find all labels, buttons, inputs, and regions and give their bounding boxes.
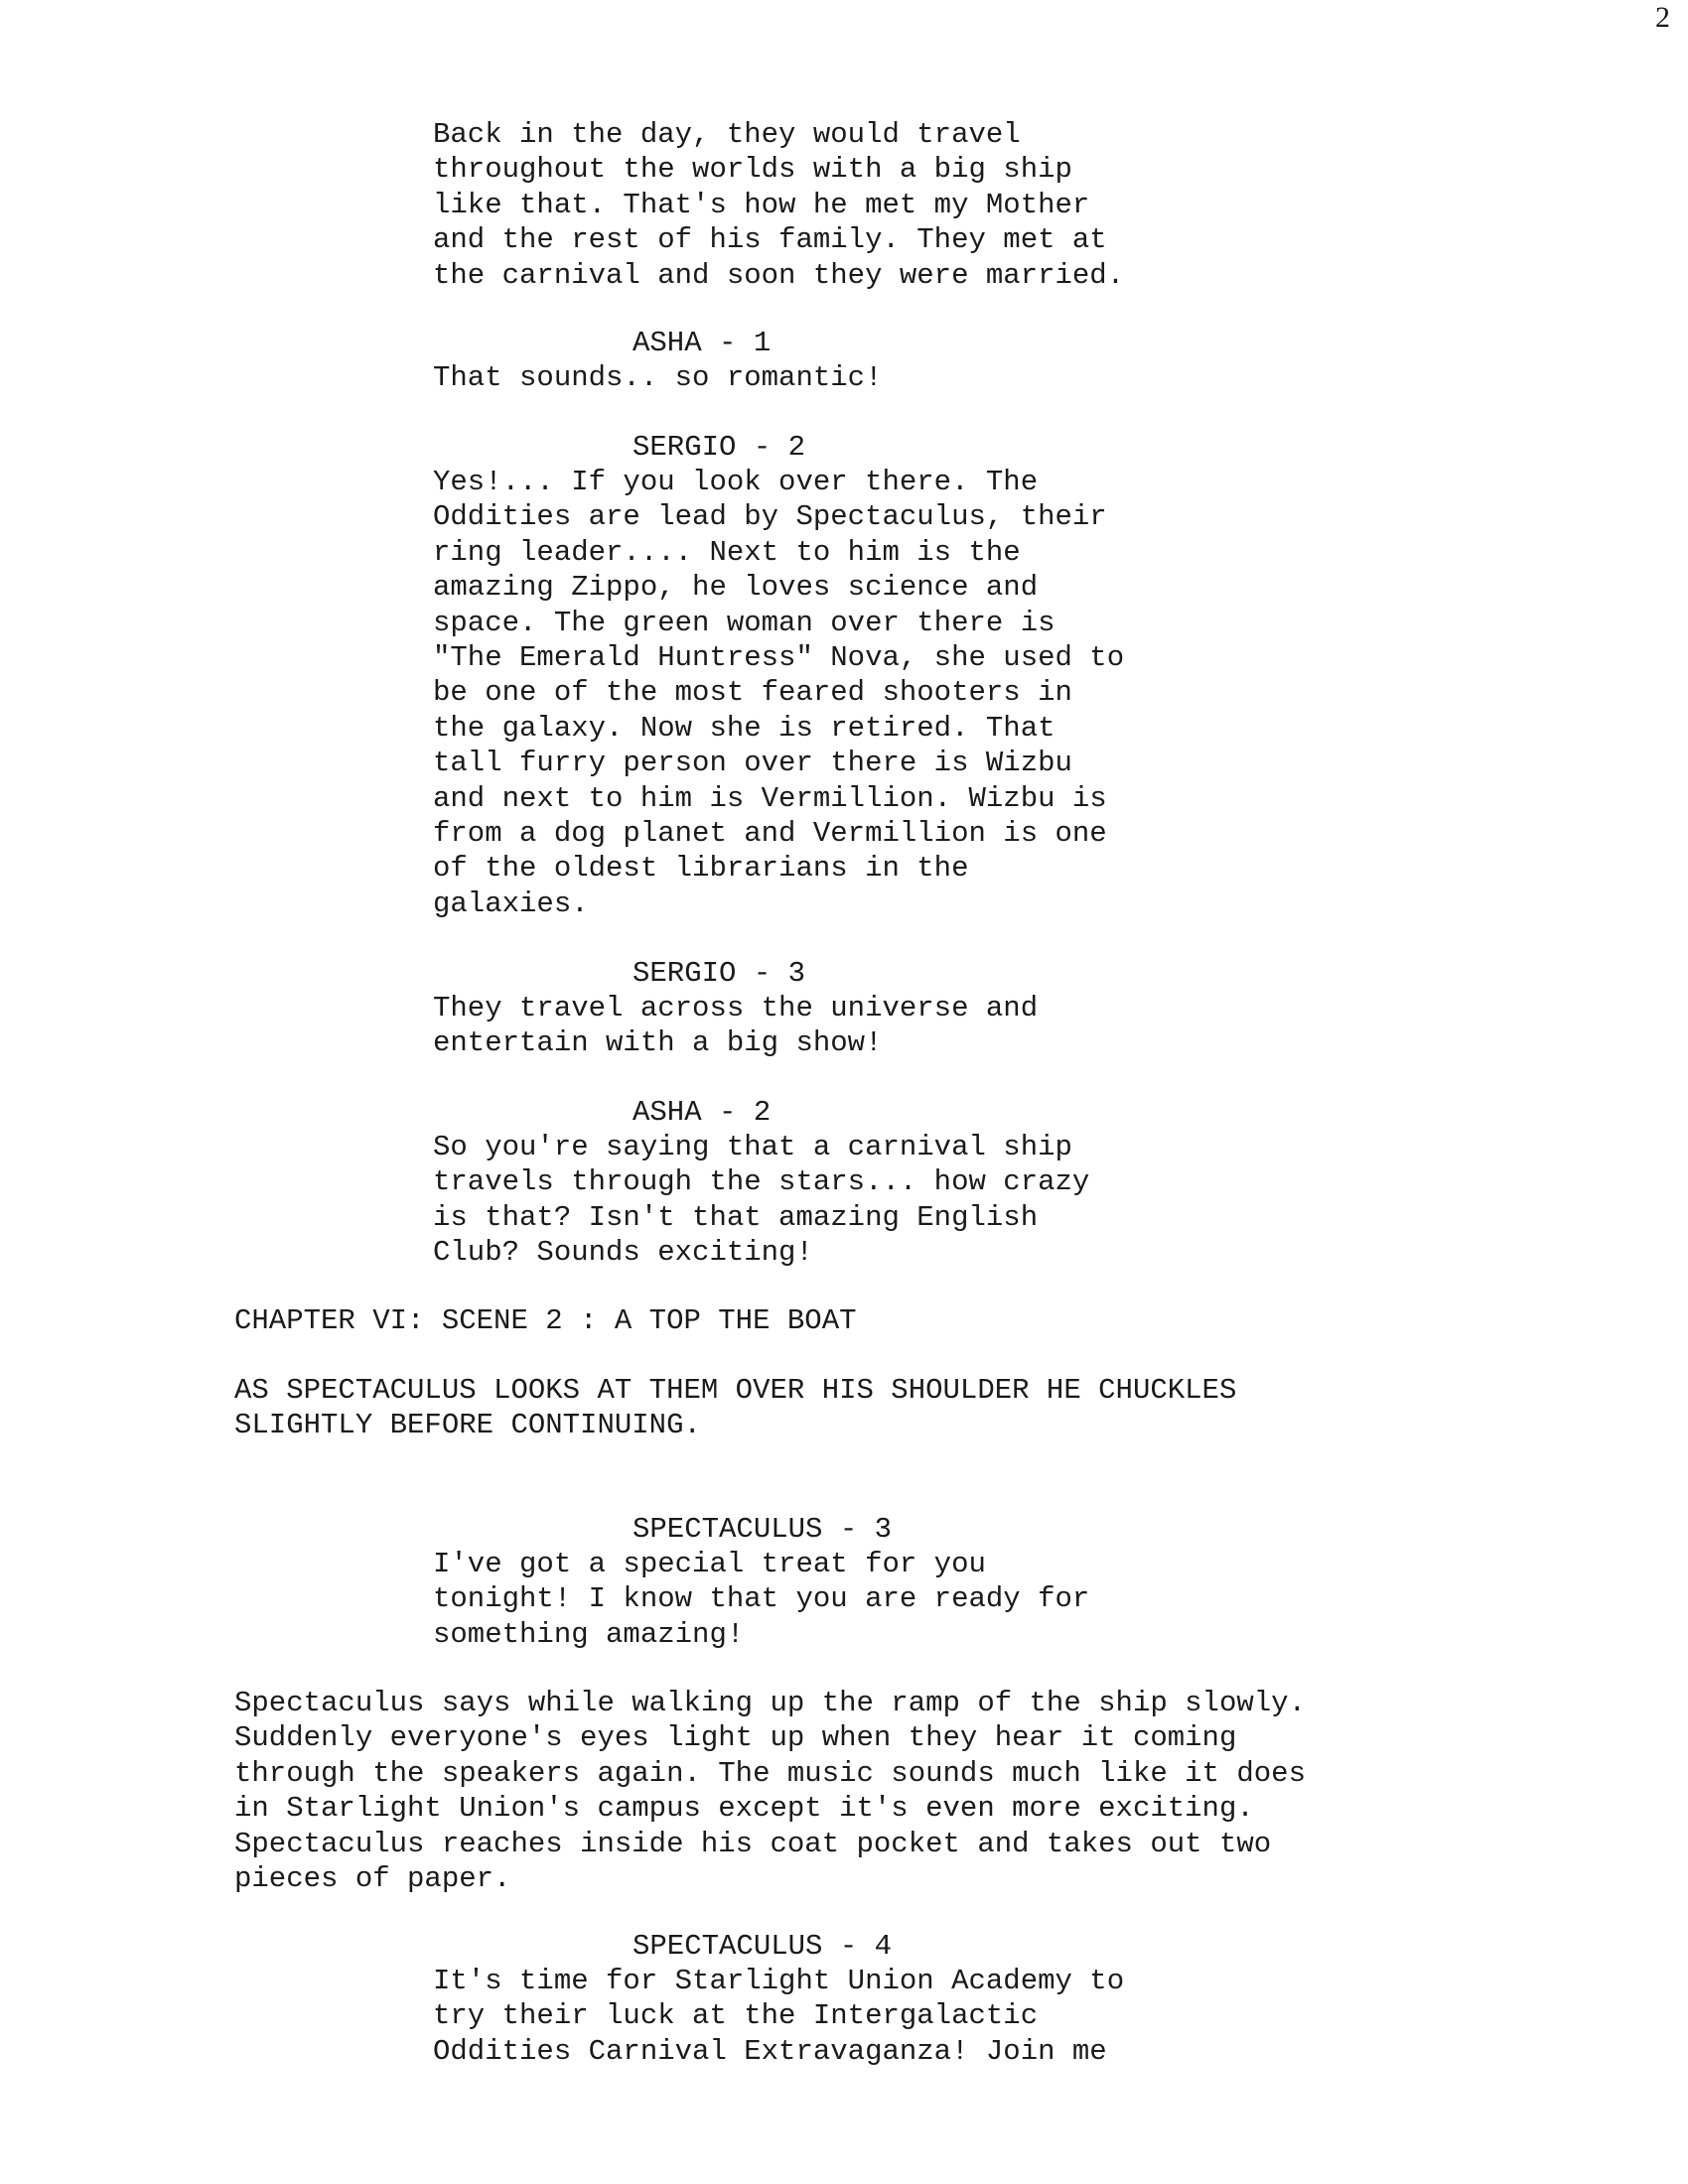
dialogue-asha-2: So you're saying that a carnival ship travels through the stars... how crazy is that? Isn't that amazing English Club? Sounds exciting! <box>433 1131 1090 1270</box>
page-number: 2 <box>1655 1 1670 34</box>
dialogue-sergio-3: They travel across the universe and entertain with a big show! <box>433 992 1039 1060</box>
scene-heading: CHAPTER VI: SCENE 2 : A TOP THE BOAT <box>234 1304 857 1337</box>
dialogue-spectaculus-3: I've got a special treat for you tonight! I know that you are ready for something amazing! <box>433 1548 1090 1651</box>
dialogue-sergio-1: Back in the day, they would travel throughout the worlds with a big ship like that. That's how he met my Mother and the rest of his family. They met at the carnival and soon they were married. <box>433 118 1125 292</box>
character-cue-sergio-2: SERGIO - 2 <box>633 431 806 464</box>
dialogue-asha-1: That sounds.. so romantic! <box>433 361 883 394</box>
dialogue-spectaculus-4: It's time for Starlight Union Academy to try their luck at the Intergalactic Oddities Carnival Extravaganza! Join me <box>433 1965 1125 2068</box>
action-description-1: AS SPECTACULUS LOOKS AT THEM OVER HIS SHOULDER HE CHUCKLES SLIGHTLY BEFORE CONTINUING. <box>234 1374 1237 1442</box>
character-cue-spectaculus-4: SPECTACULUS - 4 <box>633 1930 893 1963</box>
dialogue-sergio-2: Yes!... If you look over there. The Oddities are lead by Spectaculus, their ring leader.... Next to him is the amazing Zippo, he loves science and space. The green woman over there is "The Emerald Huntress" Nova, she used to be one of the most feared shooters in the galaxy. Now she is retired. That tall furry person over there is Wizbu and next to him is Vermillion. Wizbu is from a dog planet and Vermillion is one of the oldest librarians in the galaxies. <box>433 466 1125 920</box>
character-cue-asha-1: ASHA - 1 <box>633 327 772 359</box>
action-description-2: Spectaculus says while walking up the ramp of the ship slowly. Suddenly everyone's eyes light up when they hear it coming through the speakers again. The music sounds much like it does in Starlight Union's campus except it's even more exciting. Spectaculus reaches inside his coat pocket and takes out two pieces of paper. <box>234 1687 1306 1896</box>
character-cue-sergio-3: SERGIO - 3 <box>633 957 806 990</box>
character-cue-asha-2: ASHA - 2 <box>633 1096 772 1129</box>
character-cue-spectaculus-3: SPECTACULUS - 3 <box>633 1513 893 1546</box>
